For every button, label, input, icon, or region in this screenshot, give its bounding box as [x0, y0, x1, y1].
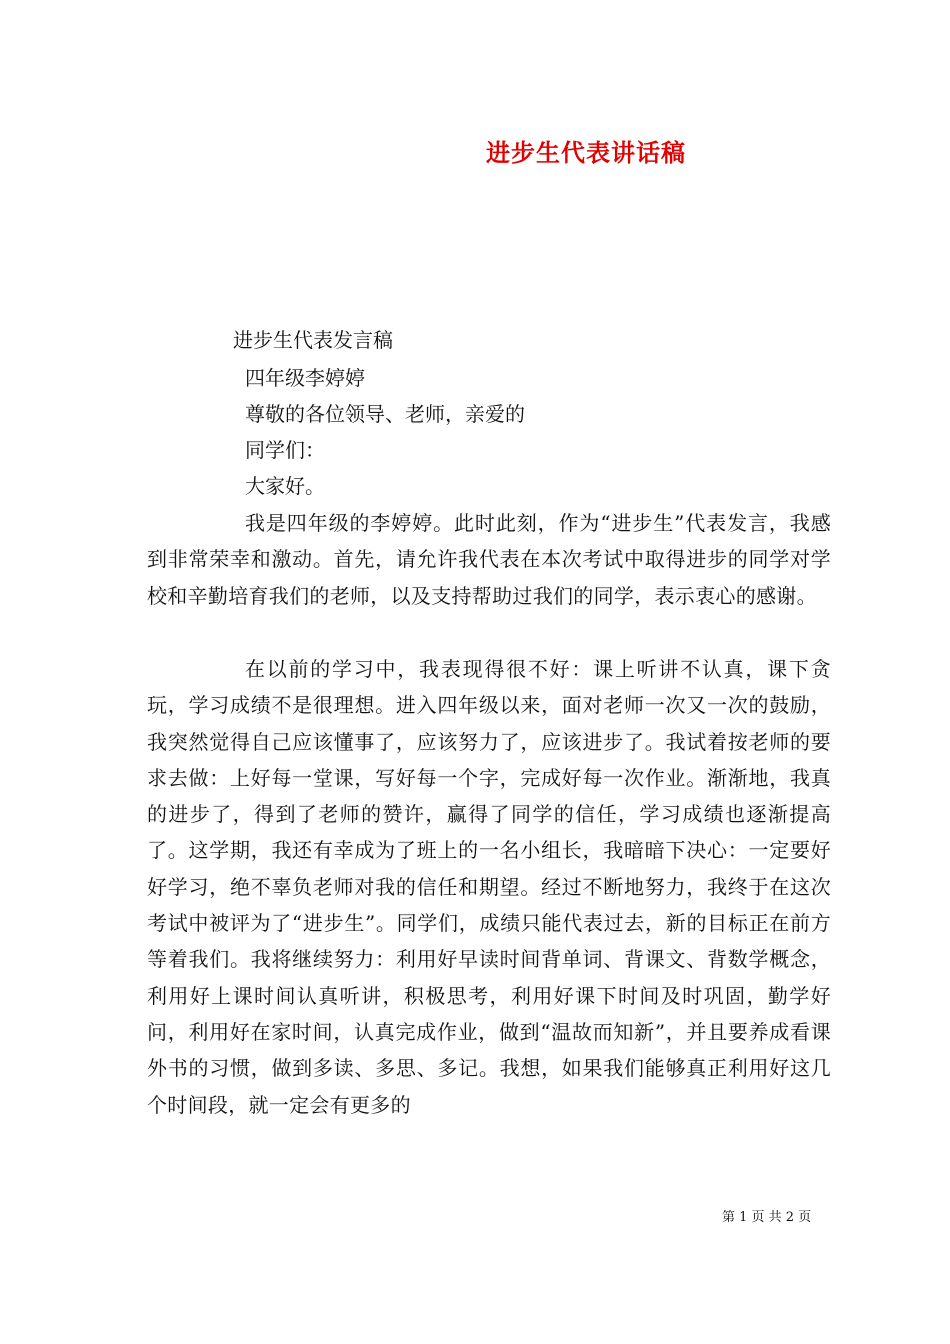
- document-title: 进步生代表讲话稿: [486, 138, 686, 167]
- salutation-line-2: 同学们：: [245, 438, 325, 462]
- body-paragraph-2: 在以前的学习中，我表现得很不好：课上听讲不认真，课下贪玩，学习成绩不是很理想。进入四年级以来，面对老师一次又一次的鼓励，我突然觉得自己应该懂事了，应该努力了，应该进步了。我试着按老师的要求去做：上好每一堂课，写好每一个字，完成好每一次作业。渐渐地，我真的进步了，得到了老师的赞许，赢得了同学的信任，学习成绩也逐渐提高了。这学期，我还有幸成为了班上的一名小组长，我暗暗下决心：一定要好好学习，绝不辜负老师对我的信任和期望。经过不断地努力，我终于在这次考试中被评为了“进步生”。同学们，成绩只能代表过去，新的目标正在前方等着我们。我将继续努力：利用好早读时间背单词、背课文、背数学概念，利用好上课时间认真听讲，积极思考，利用好课下时间及时巩固，勤学好问，利用好在家时间，认真完成作业，做到“温故而知新”，并且要养成看课外书的习惯，做到多读、多思、多记。我想，如果我们能够真正利用好这几个时间段，就一定会有更多的: [147, 657, 831, 1117]
- body-paragraph-1: 我是四年级的李婷婷。此时此刻，作为“进步生”代表发言，我感到非常荣幸和激动。首先，请允许我代表在本次考试中取得进步的同学对学校和辛勤培育我们的老师，以及支持帮助过我们的同学，表示衷心的感谢。: [147, 511, 831, 608]
- greeting-line: 大家好。: [245, 474, 325, 498]
- author-line: 四年级李婷婷: [245, 366, 365, 390]
- salutation-line-1: 尊敬的各位领导、老师，亲爱的: [245, 402, 525, 426]
- page-footer: 第 1 页 共 2 页: [722, 1210, 812, 1225]
- speech-heading: 进步生代表发言稿: [233, 328, 393, 352]
